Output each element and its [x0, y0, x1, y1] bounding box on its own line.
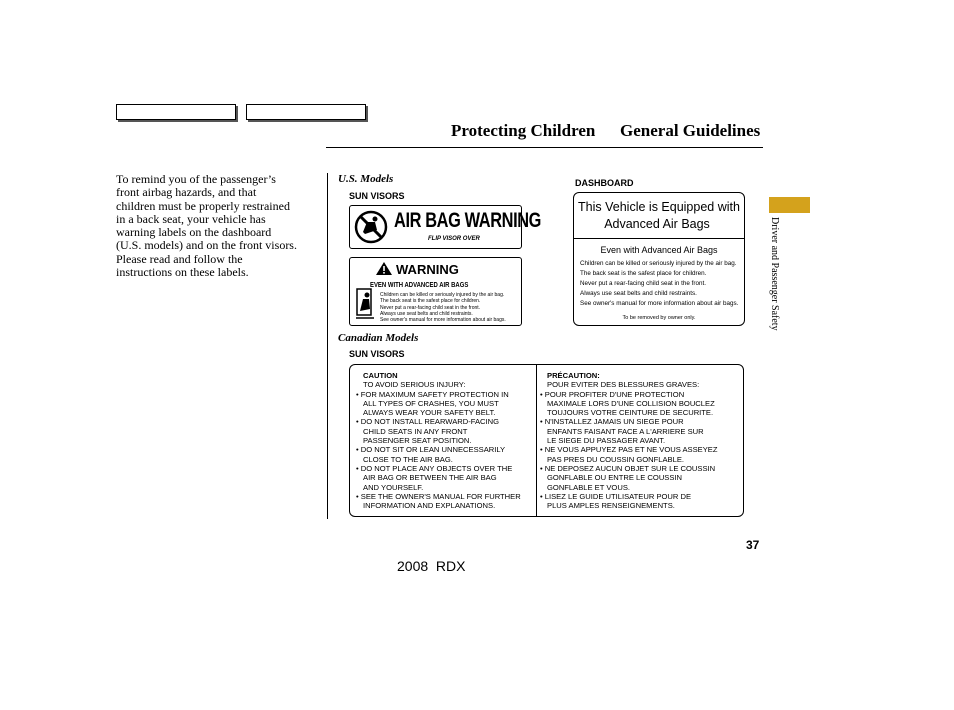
footer-model: 2008 RDX	[397, 558, 466, 574]
intro-line: Please read and follow the	[116, 251, 243, 266]
column-divider	[327, 173, 328, 519]
precaution-line: POUR EVITER DES BLESSURES GRAVES:	[547, 380, 700, 390]
warning-line: The back seat is the safest place for children.	[380, 298, 481, 305]
dashboard-line: See owner's manual for more information about air bags.	[580, 300, 739, 307]
precaution-line: • POUR PROFITER D'UNE PROTECTION	[540, 389, 685, 399]
dashboard-label-lines	[580, 259, 738, 309]
dashboard-warning-label	[573, 192, 745, 326]
header-rule	[326, 147, 763, 148]
intro-line: To remind you of the passenger’s	[116, 172, 276, 186]
dashboard-label-rule	[574, 238, 744, 239]
caution-line: PASSENGER SEAT POSITION.	[363, 436, 472, 446]
canadian-sun-visors-label: SUN VISORS	[349, 349, 405, 359]
caution-line: • DO NOT INSTALL REARWARD-FACING	[356, 417, 500, 427]
warning-line: Never put a rear-facing child seat in the front.	[380, 304, 481, 311]
dashboard-line: Always use seat belts and child restraints.	[580, 290, 697, 297]
caution-line: ALWAYS WEAR YOUR SAFETY BELT.	[363, 408, 496, 418]
page-title: General Guidelines	[620, 121, 761, 140]
dashboard-label: DASHBOARD	[575, 178, 634, 188]
flip-visor-text: FLIP VISOR OVER	[428, 236, 480, 242]
precaution-line: PAS PRES DU COUSSIN GONFLABLE.	[547, 454, 685, 464]
intro-line: front airbag hazards, and that	[116, 185, 257, 200]
precaution-line: GONFLABLE OU ENTRE LE COUSSIN	[547, 473, 683, 483]
precaution-line: TOUJOURS VOTRE CEINTURE DE SECURITE.	[547, 408, 714, 418]
canadian-heading: Canadian Models	[338, 332, 419, 344]
precaution-line: PLUS AMPLES RENSEIGNEMENTS.	[547, 501, 675, 511]
caution-line: AND YOURSELF.	[363, 482, 424, 492]
precaution-line: • N'INSTALLEZ JAMAIS UN SIEGE POUR	[540, 417, 684, 427]
precaution-line: • LISEZ LE GUIDE UTILISATEUR POUR DE	[540, 491, 692, 501]
caution-french	[540, 371, 718, 511]
side-tab-label: Driver and Passenger Safety	[769, 217, 780, 331]
warning-triangle-icon	[376, 262, 392, 275]
warning-header	[376, 261, 459, 279]
nav-box-1[interactable]	[116, 104, 236, 120]
caution-line: CLOSE TO THE AIR BAG.	[363, 454, 453, 464]
page-number: 37	[746, 538, 760, 552]
nav-box-2[interactable]	[246, 104, 366, 120]
intro-line: in a back seat, your vehicle has	[116, 211, 266, 226]
intro-line: warning labels on the dashboard	[116, 225, 272, 240]
warning-line: Children can be killed or seriously injured by the air bag.	[380, 292, 505, 298]
dashboard-label-title-2: Advanced Air Bags	[604, 217, 710, 231]
caution-line: TO AVOID SERIOUS INJURY:	[363, 380, 466, 390]
airbag-warning-title: AIR BAG WARNING	[394, 209, 542, 232]
warning-lines	[380, 292, 506, 323]
caution-line: CHILD SEATS IN ANY FRONT	[363, 426, 468, 436]
precaution-line: LE SIEGE DU PASSAGER AVANT.	[547, 436, 666, 446]
intro-paragraph	[116, 173, 297, 279]
caution-title: CAUTION	[363, 371, 398, 380]
caution-line: • FOR MAXIMUM SAFETY PROTECTION IN	[356, 389, 509, 399]
caution-line: • DO NOT PLACE ANY OBJECTS OVER THE	[356, 463, 513, 473]
precaution-title: PRÉCAUTION:	[547, 371, 600, 380]
dashboard-line: The back seat is the safest place for children.	[580, 270, 707, 277]
warning-sub: EVEN WITH ADVANCED AIR BAGS	[370, 282, 469, 289]
dashboard-label-footer: To be removed by owner only.	[622, 315, 696, 321]
dashboard-line: Never put a rear-facing child seat in the front.	[580, 280, 707, 287]
precaution-line: GONFLABLE ET VOUS.	[547, 482, 630, 492]
warning-title: WARNING	[396, 262, 459, 277]
warning-label	[349, 257, 522, 326]
section-tab[interactable]	[769, 197, 810, 213]
caution-line: ALL TYPES OF CRASHES, YOU MUST	[363, 398, 499, 408]
caution-line: INFORMATION AND EXPLANATIONS.	[363, 501, 496, 511]
precaution-line: MAXIMALE LORS D'UNE COLLISION BOUCLEZ	[547, 398, 715, 408]
precaution-line: ENFANTS FAISANT FACE A L'ARRIERE SUR	[547, 426, 704, 436]
intro-line: children must be properly restrained	[116, 198, 290, 213]
caution-line: AIR BAG OR BETWEEN THE AIR BAG	[363, 473, 497, 483]
precaution-line: • NE DEPOSEZ AUCUN OBJET SUR LE COUSSIN	[540, 463, 716, 473]
dashboard-line: Children can be killed or seriously injured by the air bag.	[580, 260, 737, 267]
us-sun-visors-label: SUN VISORS	[349, 191, 405, 201]
warning-line: Always use seat belts and child restraints.	[380, 310, 473, 317]
precaution-line: • NE VOUS APPUYEZ PAS ET NE VOUS ASSEYEZ	[540, 445, 718, 455]
intro-line: (U.S. models) and on the front visors.	[116, 238, 297, 253]
section-title: Protecting Children	[451, 121, 596, 140]
caution-line: • SEE THE OWNER'S MANUAL FOR FURTHER	[356, 491, 521, 501]
canadian-caution-label	[349, 364, 744, 517]
warning-line: See owner's manual for more information about air bags.	[380, 317, 506, 324]
airbag-warning-label	[349, 205, 542, 249]
us-models-heading: U.S. Models	[338, 173, 394, 185]
caution-english	[356, 371, 521, 511]
dashboard-label-title-1: This Vehicle is Equipped with	[578, 200, 740, 214]
child-seat-warning-icon	[354, 287, 376, 321]
canadian-label-divider	[536, 365, 537, 516]
dashboard-label-sub: Even with Advanced Air Bags	[600, 245, 718, 255]
no-child-seat-icon	[353, 210, 389, 244]
caution-line: • DO NOT SIT OR LEAN UNNECESSARILY	[356, 445, 506, 455]
intro-line: instructions on these labels.	[116, 265, 249, 280]
